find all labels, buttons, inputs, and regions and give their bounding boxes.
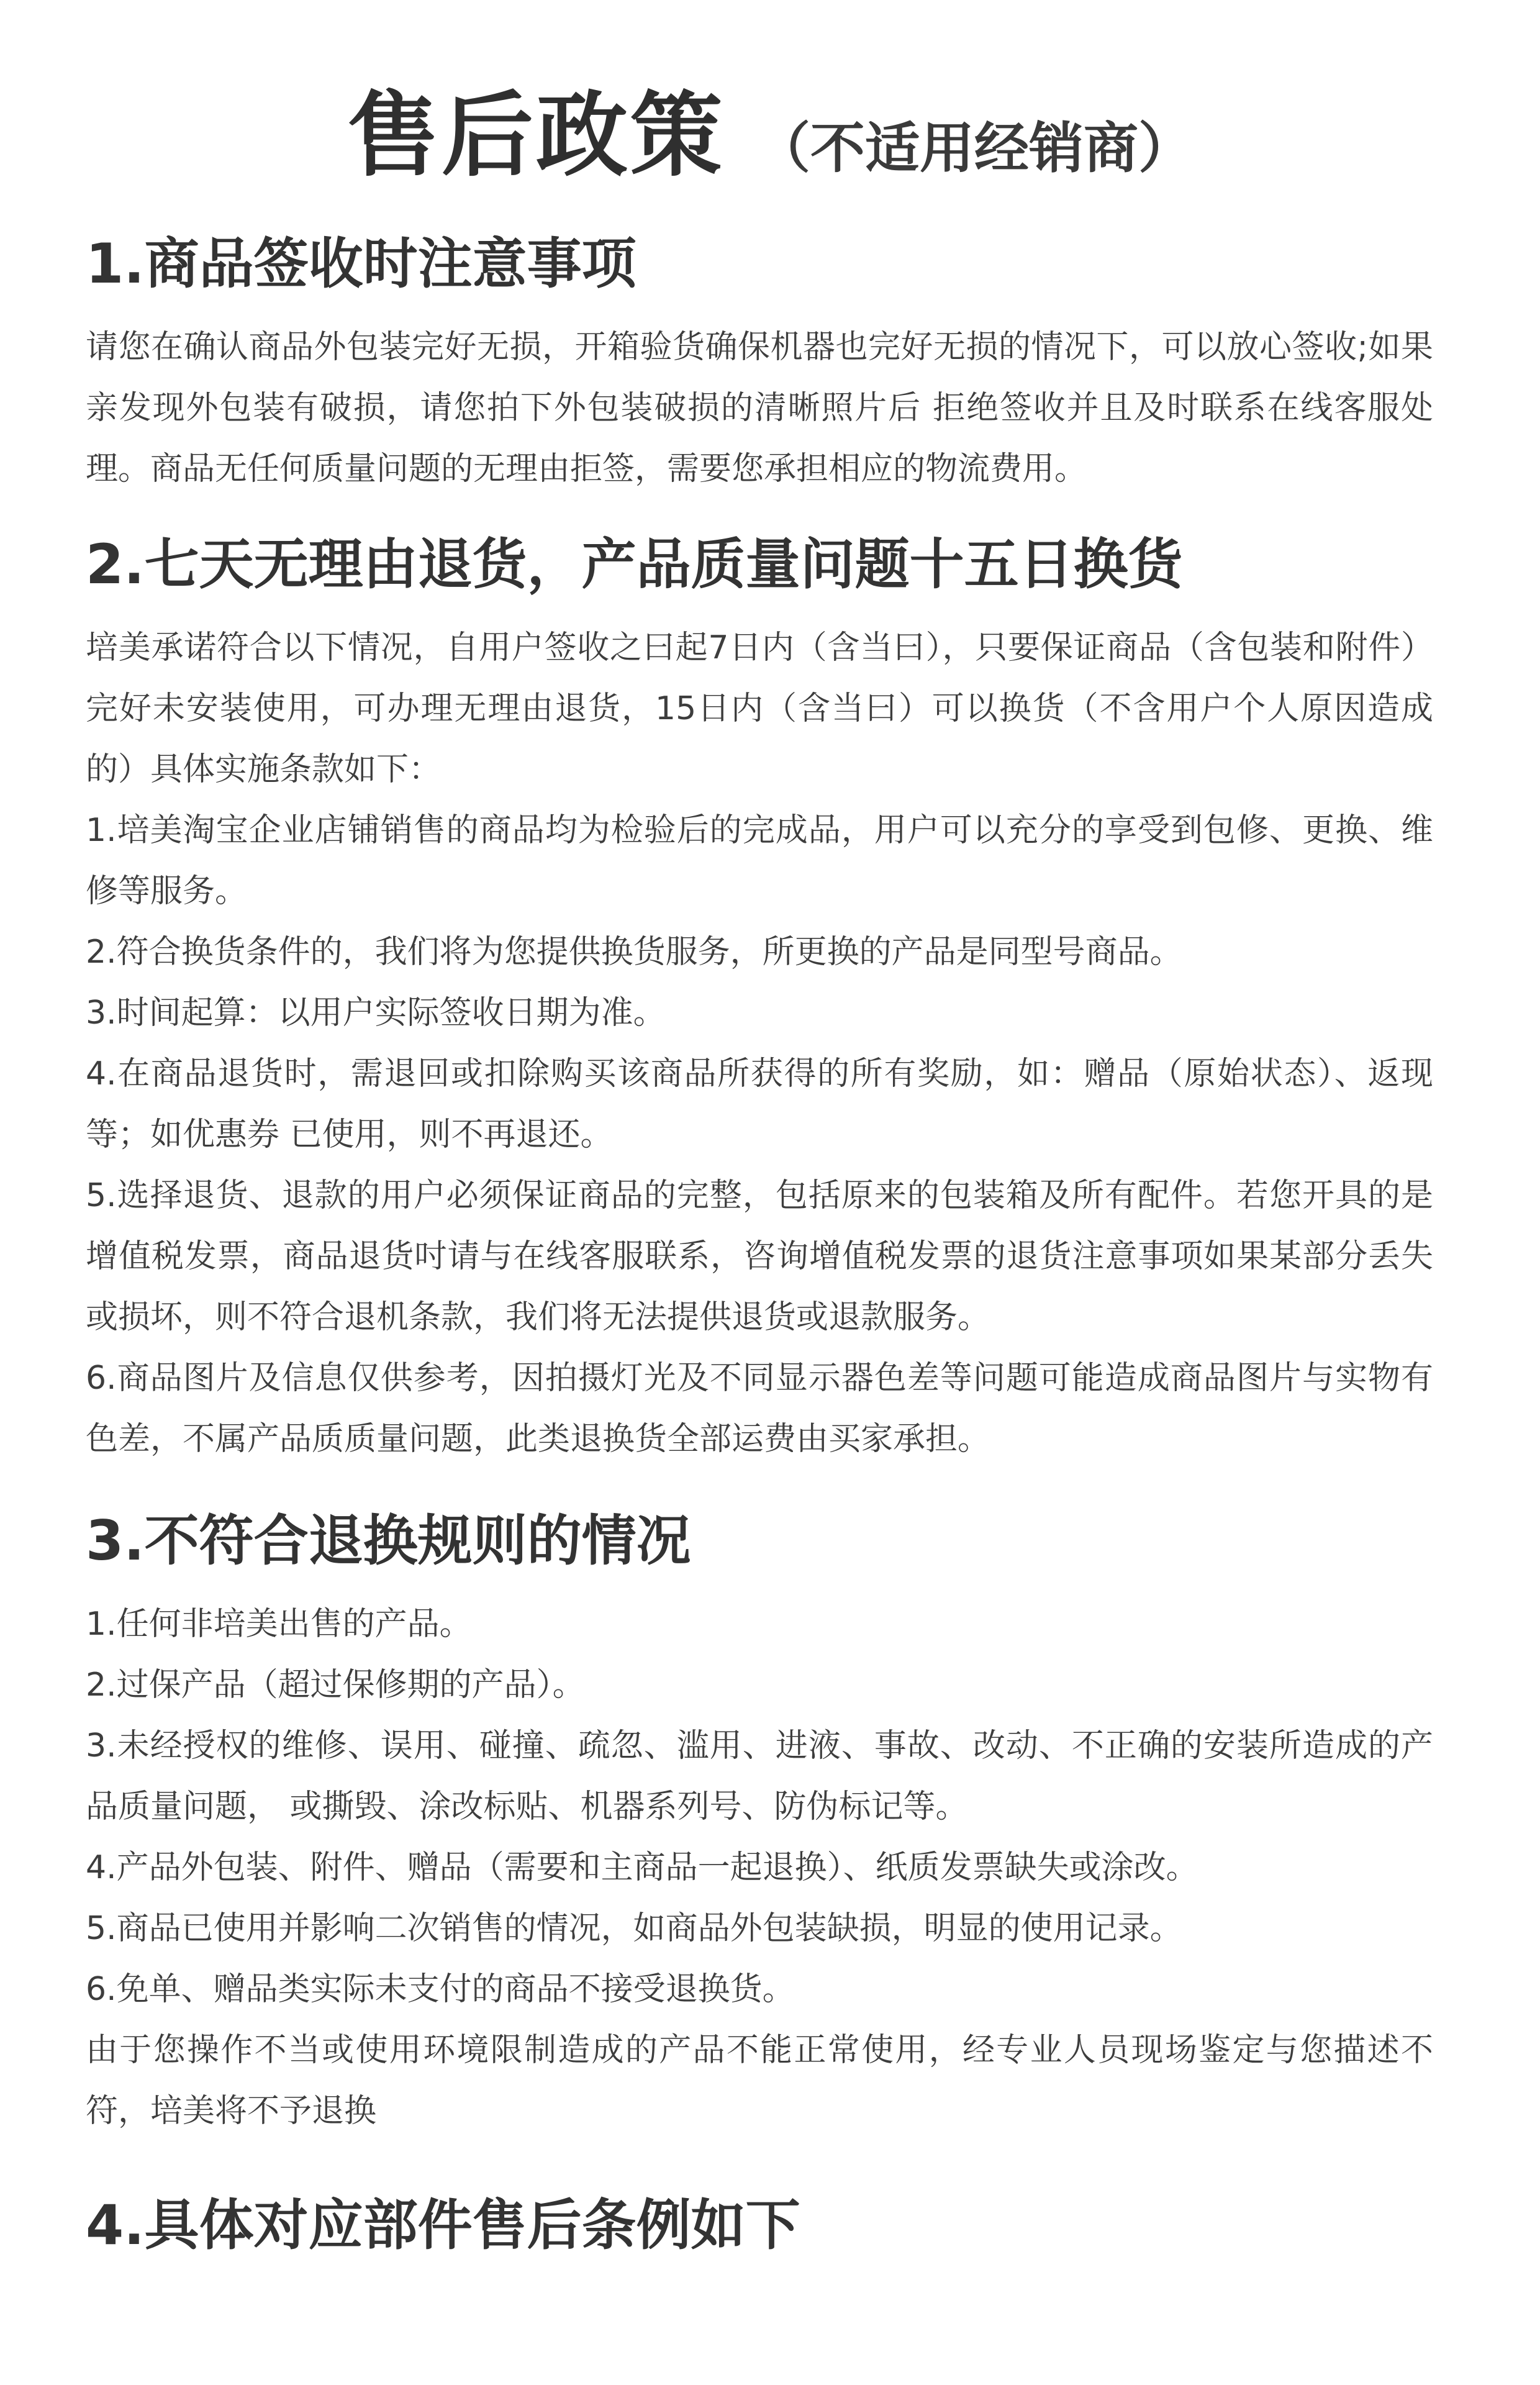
section-returns-exchanges: [86, 518, 1433, 1470]
page-title-note: （不适用经销商）: [755, 116, 1193, 180]
section-heading: 3.不符合退换规则的情况: [86, 1509, 691, 1573]
policy-item: 4.在商品退货时，需退回或扣除购买该商品所获得的所有奖励，如：赠品（原始状态）、返现等；如优惠券 已使用，则不再退还。: [86, 1055, 1433, 1153]
policy-item: 6.免单、赠品类实际未支付的商品不接受退换货。: [86, 1971, 795, 2008]
section-component-terms: [86, 2179, 1433, 2272]
policy-item: 4.产品外包装、附件、赠品（需要和主商品一起退换）、纸质发票缺失或涂改。: [86, 1849, 1198, 1886]
policy-item: 3.时间起算：以用户实际签收日期为准。: [86, 994, 666, 1032]
policy-content: [86, 217, 1433, 2272]
policy-item: 5.选择退货、退款的用户必须保证商品的完整，包括原来的包装箱及所有配件。若您开具的是增值税发票，商品退货吋请与在线客服联系，咨询增值税发票的退货注意事项如果某部分丢失或损坏，则不符合退机条款，我们将无法提供退货或退款服务。: [86, 1177, 1433, 1336]
section-heading: 1.商品签收时注意事项: [86, 232, 636, 296]
policy-item: 3.未经授权的维修、误用、碰撞、疏忽、滥用、进液、事故、改动、不正确的安装所造成的产品质量问题， 或撕毁、涂改标贴、机器系列号、防伪标记等。: [86, 1727, 1433, 1825]
policy-item: 6.商品图片及信息仅供参考，因拍摄灯光及不同显示器色差等问题可能造成商品图片与实物有色差，不属产品质质量问题，此类退换货全部运费由买家承担。: [86, 1360, 1433, 1458]
policy-item: 5.商品已使用并影响二次销售的情况，如商品外包装缺损，明显的使用记录。: [86, 1910, 1182, 1947]
section-paragraph: 请您在确认商品外包装完好无损，开箱验货确保机器也完好无损的情况下，可以放心签收;如果亲发现外包装有破损，请您拍下外包装破损的清晰照片后 拒绝签收并且及时联系在线客服处理。商品无任何质量问题的无理由拒签，需要您承担相应的物流费用。: [86, 329, 1433, 488]
section-paragraph: 由于您操作不当或使用环境限制造成的产品不能正常使用，经专业人员现场鉴定与您描述不符，培美将不予退换: [86, 2032, 1433, 2130]
section-non-returnable: [86, 1494, 1433, 2142]
page-title-main: 售后政策: [346, 82, 725, 189]
policy-item: 1.培美淘宝企业店铺销售的商品均为检验后的完成品，用户可以充分的享受到包修、更换、维修等服务。: [86, 812, 1433, 910]
page-title: [0, 62, 1540, 194]
section-paragraph: 培美承诺符合以下情况，自用户签收之曰起7日内（含当曰），只要保证商品（含包装和附件）完好未安装使用，可办理无理由退货，15日内（含当曰）可以换货（不含用户个人原因造成的）具体实施条款如下：: [86, 629, 1433, 788]
section-heading: 4.具体对应部件售后条例如下: [86, 2193, 800, 2257]
policy-item: 2.过保产品（超过保修期的产品）。: [86, 1666, 585, 1704]
section-heading: 2.七天无理由退货，产品质量问题十五日换货: [86, 532, 1183, 596]
section-receipt-notes: [86, 217, 1433, 499]
policy-item: 2.符合换货条件的，我们将为您提供换货服务，所更换的产品是同型号商品。: [86, 934, 1182, 971]
policy-item: 1.任何非培美出售的产品。: [86, 1606, 472, 1643]
